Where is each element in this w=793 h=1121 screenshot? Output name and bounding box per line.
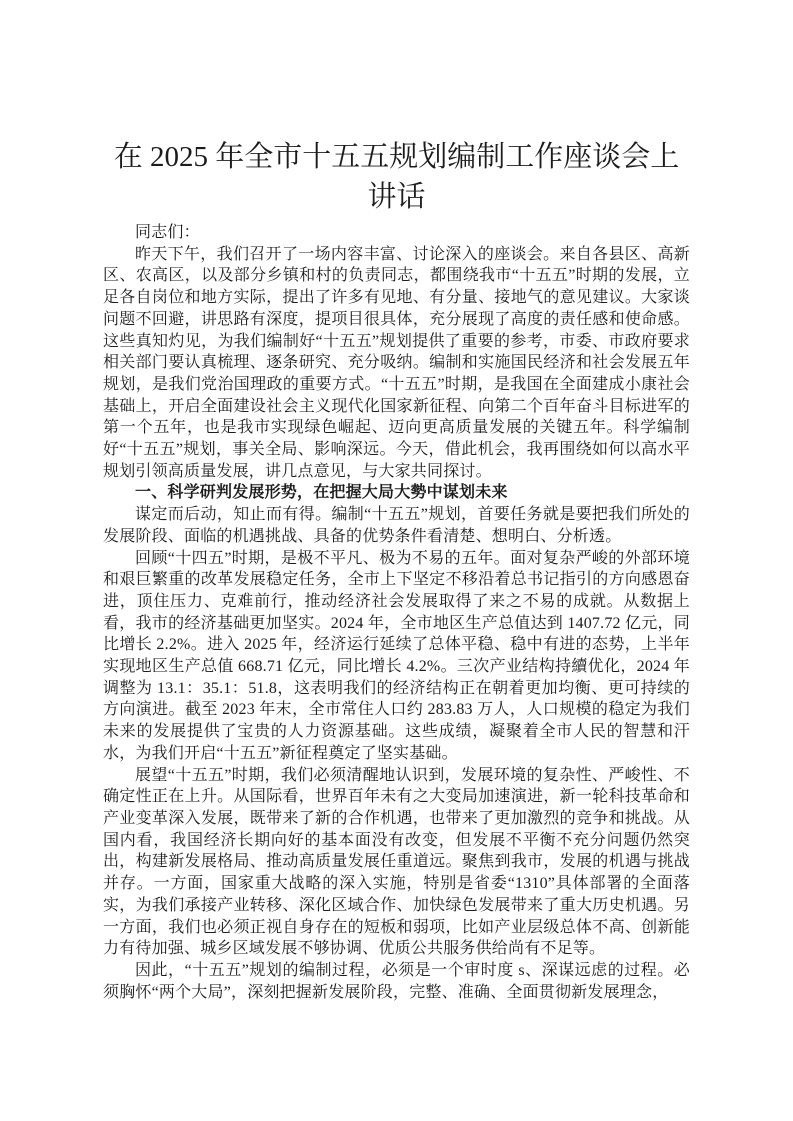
salutation-paragraph: 同志们： — [135, 224, 200, 241]
body-paragraph: 谋定而后动，知止而有得。编制“十五五”规划，首要任务就是要把我们所处的发展阶段、面临的机遇挑战、具备的优势条件看清楚、想明白、分析透。 — [103, 506, 690, 545]
body-paragraph: 因此，“十五五”规划的编制过程，必须是一个审时度 s、深谋远虑的过程。必须胸怀“两个大局”，深刻把握新发展阶段，完整、准确、全面贯彻新发展理念， — [103, 961, 690, 1001]
intro-paragraph: 昨天下午，我们召开了一场内容丰富、讨论深入的座谈会。来自各县区、高新区、农高区，以及部分乡镇和村的负责同志，都围绕我市“十五五”时期的发展，立足各自岗位和地方实际，提出了许多有见地、有分量、接地气的意见建议。大家谈问题不回避，讲思路有深度，提项目很具体，充分展现了高度的责任感和使命感。这些真知灼见，为我们编制好“十五五”规划提供了重要的参考，市委、市政府要求相关部门要认真梳理、逐条研究、充分吸纳。编制和实施国民经济和社会发展五年规划，是我们党治国理政的重要方式。“十五五”时期，是我国在全面建成小康社会基础上，开启全面建设社会主义现代化国家新征程、向第二个百年奋斗目标进军的第一个五年，也是我市实现绿色崛起、迈向更高质量发展的关键五年。科学编制好“十五五”规划，事关全局、影响深远。今天，借此机会，我再围绕如何以高水平规划引领高质量发展，讲几点意见，与大家共同探讨。 — [103, 245, 690, 480]
document-body — [0, 222, 793, 1003]
body-paragraph: 展望“十五五”时期，我们必须清醒地认识到，发展环境的复杂性、严峻性、不确定性正在上升。从国际看，世界百年未有之大变局加速演进，新一轮科技革命和产业变革深入发展，既带来了新的合作机遇，也带来了更加激烈的竞争和挑战。从国内看，我国经济长期向好的基本面没有改变，但发展不平衡不充分问题仍然突出，构建新发展格局、推动高质量发展任重道远。聚焦到我市，发展的机遇与挑战并存。一方面，国家重大战略的深入实施，特别是省委“1310”具体部署的全面落实，为我们承接产业转移、深化区域合作、加快绿色发展带来了重大历史机遇。另一方面，我们也必须正视自身存在的短板和弱项，比如产业层级总体不高、创新能力有待加强、城乡区域发展不够协调、优质公共服务供给尚有不足等。 — [103, 766, 690, 958]
section-heading-1: 一、科学研判发展形势，在把握大局大勢中谋划未来 — [135, 484, 508, 502]
body-paragraph: 回顾“十四五”时期，是极不平凡、极为不易的五年。面对复杂严峻的外部环境和艰巨繁重的改革发展稳定任务，全市上下坚定不移沿着总书记指引的方向感恩奋进，顶住压力、克难前行，推动经济社会发展取得了来之不易的成就。从数据上看，我市的经济基础更加坚实。2024 年，全市地区生产总值达到 1407.72 亿元，同比增长 2.2%。进入 2025 年，经济运行延续了总体平稳、稳中有进的态势，上半年实现地区生产总值 668.71 亿元，同比增长 4.2%。三次产业结构持續优化，2024 年调整为 13.1：35.1：51.8，这表明我们的经济结构正在朝着更加均衡、更可持续的方向演进。截至 2023 年末，全市常住人口约 283.83 万人，人口规模的稳定为我们未来的发展提供了宝贵的人力资源基础。这些成绩，凝聚着全市人民的智慧和汗水，为我们开启“十五五”新征程奠定了坚实基础。 — [103, 549, 690, 762]
document-title: 在 2025 年全市十五五规划编制工作座谈会上讲话 — [113, 141, 680, 213]
